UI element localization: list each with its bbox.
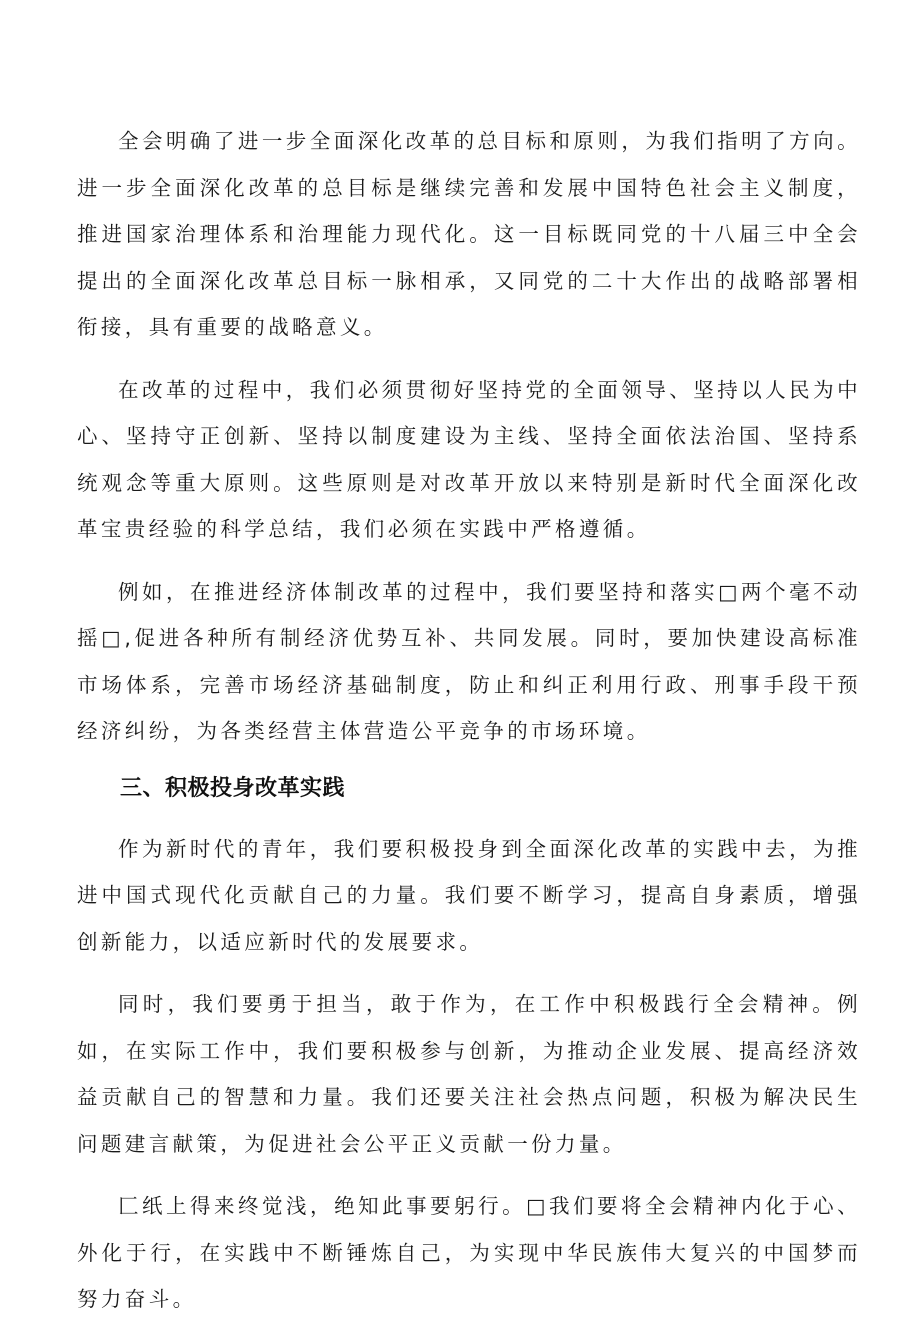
paragraph-youth: 作为新时代的青年，我们要积极投身到全面深化改革的实践中去，为推进中国式现代化贡献自己的力量。我们要不断学习，提高自身素质，增强创新能力，以适应新时代的发展要求。	[77, 836, 861, 954]
paragraph-goals: 全会明确了进一步全面深化改革的总目标和原则，为我们指明了方向。进一步全面深化改革的总目标是继续完善和发展中国特色社会主义制度，推进国家治理体系和治理能力现代化。这一目标既同党的十八届三中全会提出的全面深化改革总目标一脉相承，又同党的二十大作出的战略部署相衔接，具有重要的战略意义。	[77, 129, 861, 339]
section-heading: 三、积极投身改革实践	[120, 775, 346, 801]
paragraph-principles: 在改革的过程中，我们必须贯彻好坚持党的全面领导、坚持以人民为中心、坚持守正创新、坚持以制度建设为主线、坚持全面依法治国、坚持系统观念等重大原则。这些原则是对改革开放以来特别是新时代全面深化改革宝贵经验的科学总结，我们必须在实践中严格遵循。	[77, 377, 861, 541]
paragraph-economic-reform: 例如，在推进经济体制改革的过程中，我们要坚持和落实□两个毫不动摇□,促进各种所有制经济优势互补、共同发展。同时，要加快建设高标准市场体系，完善市场经济基础制度，防止和纠正利用行政、刑事手段干预经济纠纷，为各类经营主体营造公平竞争的市场环境。	[77, 579, 861, 743]
document-body	[77, 118, 861, 1339]
paragraph-responsibility: 同时，我们要勇于担当，敢于作为，在工作中积极践行全会精神。例如，在实际工作中，我们要积极参与创新，为推动企业发展、提高经济效益贡献自己的智慧和力量。我们还要关注社会热点问题，积极为解决民生问题建言献策，为促进社会公平正义贡献一份力量。	[77, 992, 861, 1156]
paragraph-practice: 匚纸上得来终觉浅，绝知此事要躬行。□我们要将全会精神内化于心、外化于行，在实践中不断锤炼自己，为实现中华民族伟大复兴的中国梦而努力奋斗。	[77, 1194, 861, 1311]
